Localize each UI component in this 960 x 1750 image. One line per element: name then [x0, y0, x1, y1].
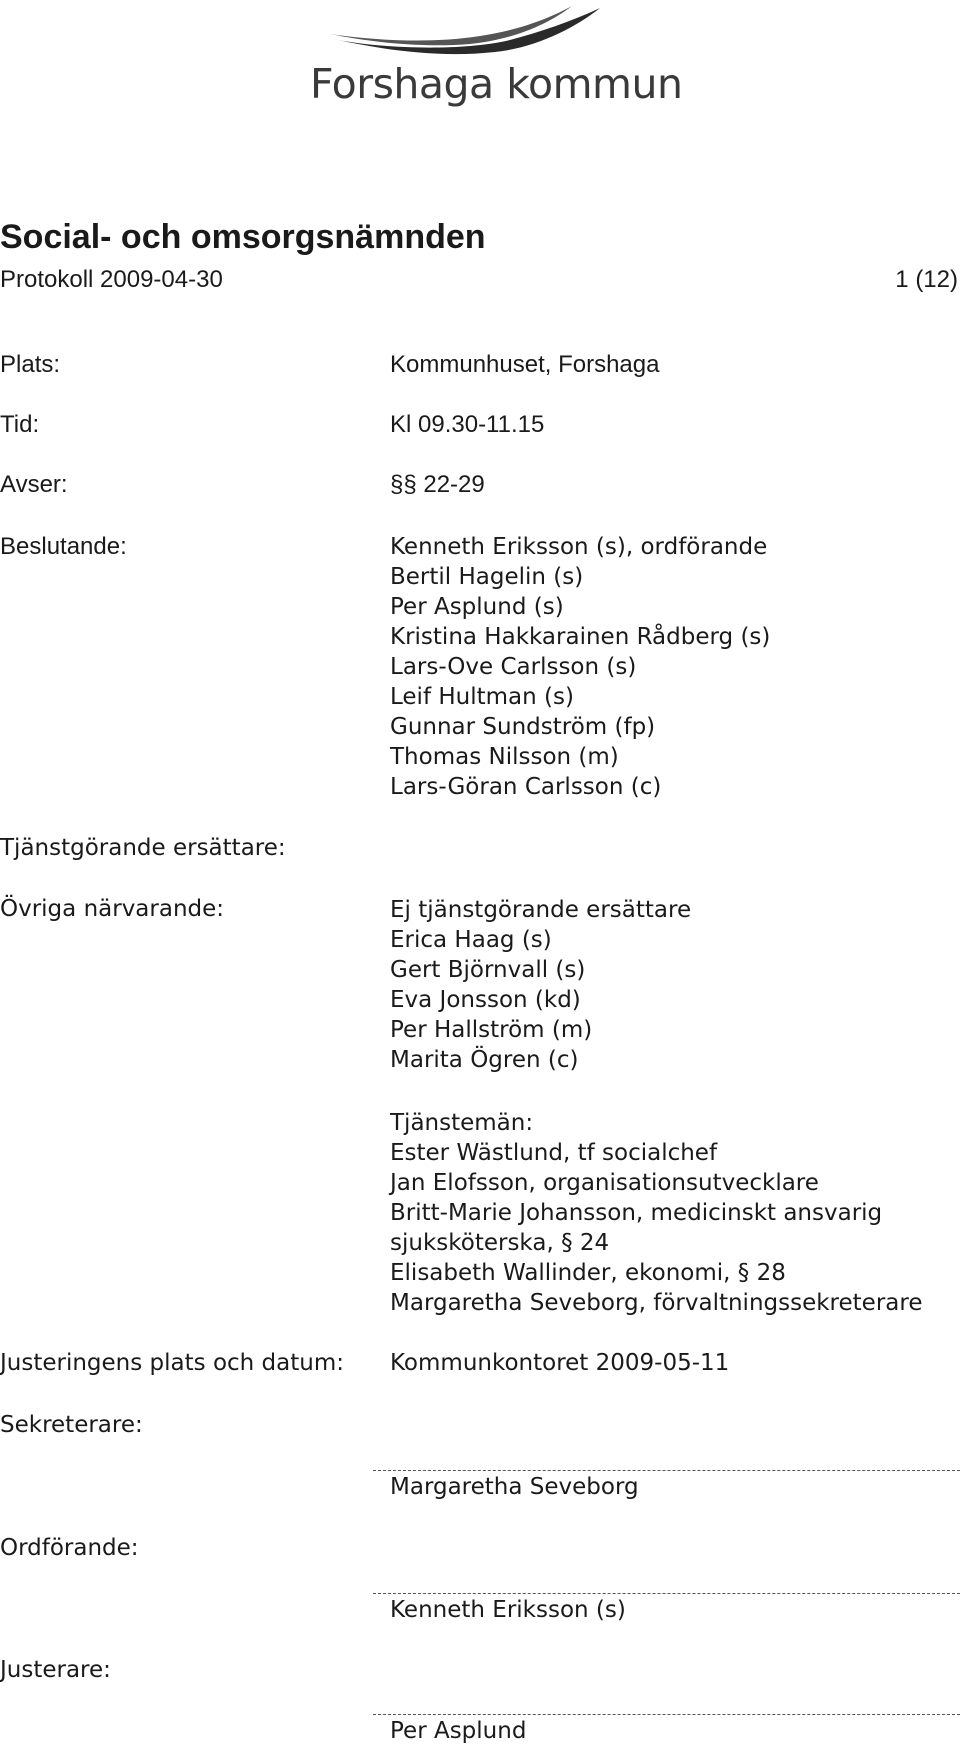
ovriga-list [390, 895, 691, 1075]
list-item: Margaretha Seveborg, förvaltningssekreterare [390, 1290, 923, 1316]
list-item: Thomas Nilsson (m) [390, 744, 619, 770]
ordforande-name: Kenneth Eriksson (s) [390, 1597, 626, 1623]
list-item: Bertil Hagelin (s) [390, 564, 584, 590]
page-title: Social- och omsorgsnämnden [0, 218, 486, 256]
justering-label: Justeringens plats och datum: [0, 1350, 345, 1376]
list-item: sjuksköterska, § 24 [390, 1230, 610, 1256]
list-item: Kenneth Eriksson (s), ordförande [390, 534, 768, 560]
avser-label: Avser: [0, 471, 68, 498]
list-item: Tjänstemän: [390, 1110, 534, 1136]
list-item: Ej tjänstgörande ersättare [390, 897, 692, 923]
logo-text: Forshaga kommun [310, 60, 683, 108]
list-item: Per Hallström (m) [390, 1017, 593, 1043]
list-item: Britt-Marie Johansson, medicinskt ansvarig [390, 1200, 883, 1226]
protocol-line [0, 266, 960, 294]
plats-label: Plats: [0, 351, 61, 378]
sekreterare-signature-line [373, 1470, 960, 1471]
list-item: Erica Haag (s) [390, 927, 552, 953]
list-item: Gert Björnvall (s) [390, 957, 586, 983]
list-item: Lars-Ove Carlsson (s) [390, 654, 637, 680]
sekreterare-label: Sekreterare: [0, 1412, 143, 1438]
justerare-label: Justerare: [0, 1657, 111, 1683]
wave-logo-icon [310, 0, 650, 60]
sekreterare-name: Margaretha Seveborg [390, 1474, 639, 1500]
list-item: Eva Jonsson (kd) [390, 987, 581, 1013]
list-item: Leif Hultman (s) [390, 684, 574, 710]
list-item: Jan Elofsson, organisationsutvecklare [390, 1170, 819, 1196]
list-item: Per Asplund (s) [390, 594, 564, 620]
beslutande-label: Beslutande: [0, 533, 127, 560]
plats-value: Kommunhuset, Forshaga [390, 351, 660, 378]
tid-label: Tid: [0, 411, 40, 438]
justerare-name: Per Asplund [390, 1718, 527, 1744]
justering-value: Kommunkontoret 2009-05-11 [390, 1350, 730, 1376]
ordforande-signature-line [373, 1593, 960, 1594]
ovriga-label: Övriga närvarande: [0, 896, 225, 922]
list-item: Lars-Göran Carlsson (c) [390, 774, 662, 800]
page-number: 1 (12) [895, 266, 958, 293]
tjansteman-list [390, 1108, 922, 1318]
ordforande-label: Ordförande: [0, 1535, 139, 1561]
tjanstgorande-label: Tjänstgörande ersättare: [0, 835, 286, 861]
list-item: Ester Wästlund, tf socialchef [390, 1140, 718, 1166]
tid-value: Kl 09.30-11.15 [390, 411, 545, 438]
forshaga-logo [310, 0, 683, 120]
list-item: Gunnar Sundström (fp) [390, 714, 656, 740]
avser-value: §§ 22-29 [390, 471, 485, 498]
list-item: Elisabeth Wallinder, ekonomi, § 28 [390, 1260, 786, 1286]
list-item: Kristina Hakkarainen Rådberg (s) [390, 624, 771, 650]
protocol-date: Protokoll 2009-04-30 [0, 266, 223, 293]
beslutande-list [390, 532, 770, 802]
justerare-signature-line [373, 1714, 960, 1715]
list-item: Marita Ögren (c) [390, 1047, 579, 1073]
